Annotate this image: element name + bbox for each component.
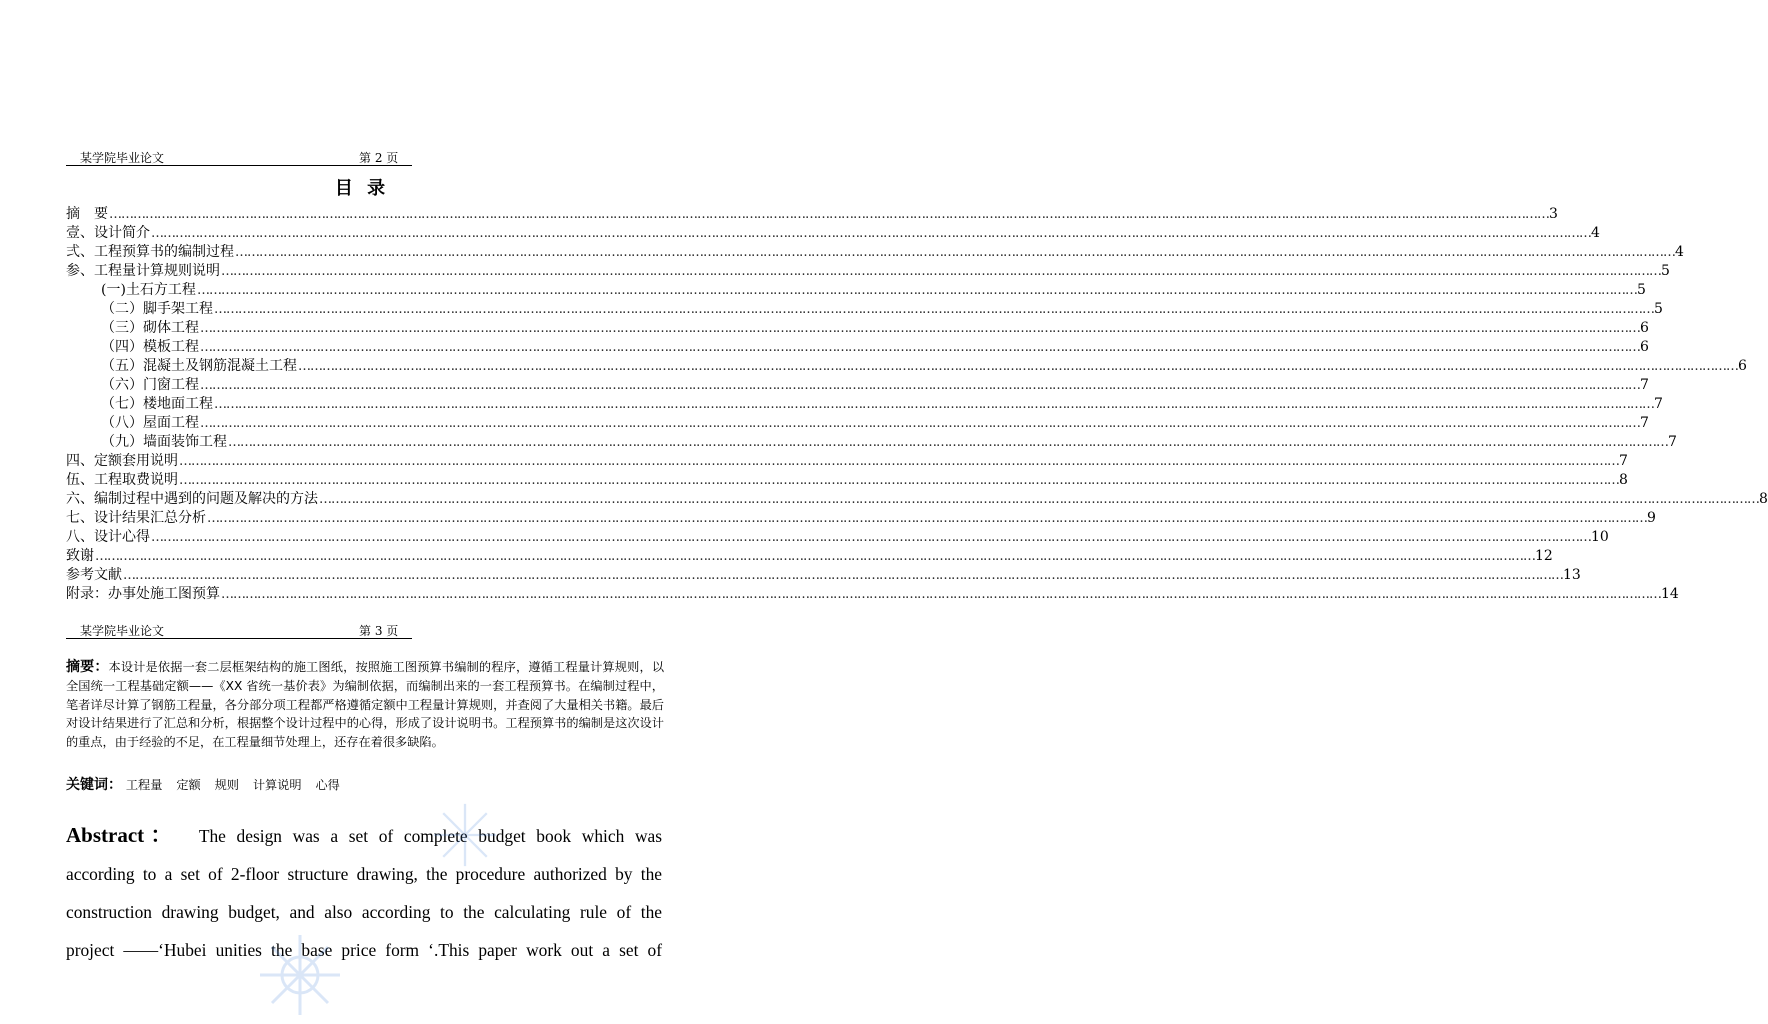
toc-entry[interactable] bbox=[66, 566, 1581, 585]
toc-dot-leader: ……………………………………………………………………………………………………………………………………………………………………………………………………………………………………………………………………………………………………………………………… bbox=[298, 359, 1738, 374]
keyword-item: 工程量 bbox=[125, 778, 163, 792]
toc-dot-leader: ……………………………………………………………………………………………………………………………………………………………………………………………………………………………………………………………………………………………………………………………… bbox=[200, 416, 1640, 431]
toc-entry-page: 4 bbox=[1591, 225, 1600, 241]
toc-entry-label: 模板工程 bbox=[143, 339, 199, 355]
toc-entry-label: 屋面工程 bbox=[143, 415, 199, 431]
toc-entry-page: 8 bbox=[1759, 491, 1768, 507]
toc-entry[interactable] bbox=[66, 205, 1558, 224]
keyword-item: 规则 bbox=[214, 778, 239, 792]
toc-entry-label: 设计结果汇总分析 bbox=[94, 510, 206, 526]
toc-entry-page: 8 bbox=[1619, 472, 1628, 488]
toc-entry-number: 摘 要 bbox=[66, 206, 108, 222]
toc-entry-label: 工程预算书的编制过程 bbox=[94, 244, 234, 260]
toc-entry-number: 壹、 bbox=[66, 225, 94, 241]
toc-entry[interactable] bbox=[66, 471, 1628, 490]
toc-dot-leader: ……………………………………………………………………………………………………………………………………………………………………………………………………………………………………………………………………………………………………………………………… bbox=[196, 283, 1637, 298]
toc-dot-leader: ……………………………………………………………………………………………………………………………………………………………………………………………………………………………………………………………………………………………………………………………… bbox=[200, 340, 1640, 355]
toc-dot-leader: ……………………………………………………………………………………………………………………………………………………………………………………………………………………………………………………………………………………………………………………………… bbox=[235, 245, 1675, 260]
toc-entry-page: 9 bbox=[1647, 510, 1656, 526]
header-school-name: 某学院毕业论文 bbox=[80, 624, 165, 638]
english-abstract-heading: Abstract： bbox=[66, 823, 178, 847]
toc-entry[interactable] bbox=[101, 281, 1646, 300]
toc-entry-number: 八、 bbox=[66, 529, 94, 545]
header-page-number: 第 2 页 bbox=[359, 151, 399, 165]
keywords-heading: 关键词： bbox=[66, 777, 122, 793]
keyword-item: 心得 bbox=[315, 778, 340, 792]
toc-entry[interactable] bbox=[66, 224, 1600, 243]
english-abstract-line: construction drawing budget, and also according to the calculating rule of the bbox=[66, 902, 662, 922]
toc-dot-leader: ……………………………………………………………………………………………………………………………………………………………………………………………………………………………………………………………………………………………………………………………… bbox=[200, 321, 1640, 336]
toc-dot-leader: ……………………………………………………………………………………………………………………………………………………………………………………………………………………………………………………………………………………………………………………………… bbox=[221, 264, 1661, 279]
toc-dot-leader: ……………………………………………………………………………………………………………………………………………………………………………………………………………………………………………………………………………………………………………………………… bbox=[228, 435, 1668, 450]
toc-entry-number: 伍、 bbox=[66, 472, 94, 488]
toc-entry[interactable] bbox=[101, 395, 1663, 414]
keyword-item: 计算说明 bbox=[252, 778, 302, 792]
toc-entry-number: （八） bbox=[101, 415, 143, 431]
toc-entry-number: （四） bbox=[101, 339, 143, 355]
toc-entry-number: 弍、 bbox=[66, 244, 94, 260]
toc-entry[interactable] bbox=[66, 585, 1679, 604]
toc-entry-label: 门窗工程 bbox=[143, 377, 199, 393]
toc-entry-page: 7 bbox=[1640, 415, 1649, 431]
chinese-abstract-text: 本设计是依据一套二层框架结构的施工图纸，按照施工图预算书编制的程序，遵循工程量计算规则，以全国统一工程基础定额——《XX 省统一基价表》为编制依据，而编制出来的一套工程预算书。在编制过程中，笔者详尽计算了钢筋工程量，各分部分项工程都严格遵循定额中工程量计算规则，并查阅了大量相关书籍。最后对设计结果进行了汇总和分析，根据整个设计过程中的心得，形成了设计说明书。工程预算书的编制是这次设计的重点，由于经验的不足，在工程量细节处理上，还存在着很多缺陷。 bbox=[66, 660, 665, 750]
toc-entry-number: 六、 bbox=[66, 491, 94, 507]
toc-entry-label: 设计简介 bbox=[94, 225, 150, 241]
toc-dot-leader: ……………………………………………………………………………………………………………………………………………………………………………………………………………………………………………………………………………………………………………………………… bbox=[207, 511, 1647, 526]
toc-entry-page: 7 bbox=[1640, 377, 1649, 393]
toc-entry[interactable] bbox=[66, 452, 1628, 471]
english-abstract-line: Abstract： The design was a set of complete budget book which was bbox=[66, 823, 662, 847]
english-abstract bbox=[66, 816, 662, 969]
toc-entry-label: 脚手架工程 bbox=[143, 301, 213, 317]
toc-entry[interactable] bbox=[101, 338, 1649, 357]
toc-entry[interactable] bbox=[66, 262, 1670, 281]
toc-entry-number: (一) bbox=[101, 282, 126, 298]
toc-entry-label: 楼地面工程 bbox=[143, 396, 213, 412]
toc-entry-page: 6 bbox=[1640, 339, 1649, 355]
toc-entry-label: 土石方工程 bbox=[125, 282, 196, 298]
toc-entry-label: 墙面装饰工程 bbox=[143, 434, 227, 450]
toc-entry-page: 5 bbox=[1661, 263, 1670, 279]
toc-entry[interactable] bbox=[66, 509, 1656, 528]
toc-dot-leader: ……………………………………………………………………………………………………………………………………………………………………………………………………………………………………………………………………………………………………………………………… bbox=[179, 454, 1619, 469]
toc-entry-page: 14 bbox=[1661, 586, 1679, 602]
toc-dot-leader: ……………………………………………………………………………………………………………………………………………………………………………………………………………………………………………………………………………………………………………………………… bbox=[214, 302, 1654, 317]
keywords bbox=[66, 774, 350, 794]
toc-entry-number: 附录：办事处施工图预算 bbox=[66, 586, 220, 602]
toc-entry-number: （六） bbox=[101, 377, 143, 393]
toc-entry-page: 10 bbox=[1591, 529, 1609, 545]
toc-entry-label: 定额套用说明 bbox=[94, 453, 178, 469]
toc-entry-number: （三） bbox=[101, 320, 143, 336]
toc-dot-leader: ……………………………………………………………………………………………………………………………………………………………………………………………………………………………………………………………………………………………………………………………… bbox=[221, 587, 1661, 602]
toc-entry-number: 参考文献 bbox=[66, 567, 122, 583]
toc-entry[interactable] bbox=[66, 490, 1768, 509]
toc-entry-label: 编制过程中遇到的问题及解决的方法 bbox=[94, 491, 318, 507]
toc-entry-page: 3 bbox=[1549, 206, 1558, 222]
toc-entry[interactable] bbox=[66, 243, 1684, 262]
toc-dot-leader: ……………………………………………………………………………………………………………………………………………………………………………………………………………………………………………………………………………………………………………………………… bbox=[200, 378, 1640, 393]
toc-dot-leader: ……………………………………………………………………………………………………………………………………………………………………………………………………………………………………………………………………………………………………………………………… bbox=[95, 549, 1535, 564]
keyword-item: 定额 bbox=[176, 778, 201, 792]
toc-entry-number: （五） bbox=[101, 358, 143, 374]
toc-entry-page: 5 bbox=[1636, 282, 1646, 298]
toc-entry[interactable] bbox=[101, 357, 1747, 376]
toc-entry[interactable] bbox=[101, 414, 1649, 433]
toc-entry-page: 7 bbox=[1619, 453, 1628, 469]
toc-entry-page: 13 bbox=[1563, 567, 1581, 583]
toc-entry-page: 12 bbox=[1535, 548, 1553, 564]
toc-entry-label: 砌体工程 bbox=[143, 320, 199, 336]
english-abstract-line: project ——‘Hubei unities the base price form ‘.This paper work out a set of bbox=[66, 940, 662, 960]
page-header-2 bbox=[66, 149, 412, 166]
watermark-logo-icon bbox=[430, 800, 500, 870]
toc-dot-leader: ……………………………………………………………………………………………………………………………………………………………………………………………………………………………………………………………………………………………………………………………… bbox=[151, 226, 1591, 241]
toc-entry-number: 七、 bbox=[66, 510, 94, 526]
toc-entry-label: 设计心得 bbox=[94, 529, 150, 545]
toc-entry-page: 5 bbox=[1654, 301, 1663, 317]
toc-entry[interactable] bbox=[66, 547, 1553, 566]
chinese-abstract-heading: 摘要： bbox=[66, 659, 109, 675]
toc-entry-label: 混凝土及钢筋混凝土工程 bbox=[143, 358, 297, 374]
toc-entry-number: （二） bbox=[101, 301, 143, 317]
toc-entry-number: 四、 bbox=[66, 453, 94, 469]
toc-entry-page: 7 bbox=[1654, 396, 1663, 412]
toc-title: 目 录 bbox=[334, 178, 390, 199]
toc-dot-leader: ……………………………………………………………………………………………………………………………………………………………………………………………………………………………………………………………………………………………………………………………… bbox=[179, 473, 1619, 488]
toc-entry-label: 工程取费说明 bbox=[94, 472, 178, 488]
toc-entry-number: 参、 bbox=[66, 263, 94, 279]
toc-dot-leader: ……………………………………………………………………………………………………………………………………………………………………………………………………………………………………………………………………………………………………………………………… bbox=[151, 530, 1591, 545]
header-page-number: 第 3 页 bbox=[359, 624, 399, 638]
english-abstract-line: according to a set of 2-floor structure drawing, the procedure authorized by the bbox=[66, 864, 662, 884]
toc-entry[interactable] bbox=[101, 433, 1677, 452]
toc-dot-leader: ……………………………………………………………………………………………………………………………………………………………………………………………………………………………………………………………………………………………………………………………… bbox=[319, 492, 1759, 507]
toc-entry[interactable] bbox=[66, 528, 1609, 547]
toc-entry[interactable] bbox=[101, 319, 1649, 338]
toc-entry[interactable] bbox=[101, 376, 1649, 395]
toc-dot-leader: ……………………………………………………………………………………………………………………………………………………………………………………………………………………………………………………………………………………………………………………………… bbox=[109, 207, 1549, 222]
page-header-3 bbox=[66, 622, 412, 639]
toc-entry-label: 工程量计算规则说明 bbox=[94, 263, 220, 279]
toc-entry-page: 6 bbox=[1738, 358, 1747, 374]
toc-entry-page: 7 bbox=[1668, 434, 1677, 450]
header-school-name: 某学院毕业论文 bbox=[80, 151, 165, 165]
toc-entry[interactable] bbox=[101, 300, 1663, 319]
watermark-logo-icon bbox=[255, 930, 345, 1020]
toc-entry-number: （九） bbox=[101, 434, 143, 450]
toc-dot-leader: ……………………………………………………………………………………………………………………………………………………………………………………………………………………………………………………………………………………………………………………………… bbox=[214, 397, 1654, 412]
toc-entry-page: 4 bbox=[1675, 244, 1684, 260]
toc-dot-leader: ……………………………………………………………………………………………………………………………………………………………………………………………………………………………………………………………………………………………………………………………… bbox=[123, 568, 1563, 583]
toc-entry-number: （七） bbox=[101, 396, 143, 412]
chinese-abstract bbox=[66, 658, 664, 752]
toc-entry-page: 6 bbox=[1640, 320, 1649, 336]
toc-entry-number: 致谢 bbox=[66, 548, 94, 564]
